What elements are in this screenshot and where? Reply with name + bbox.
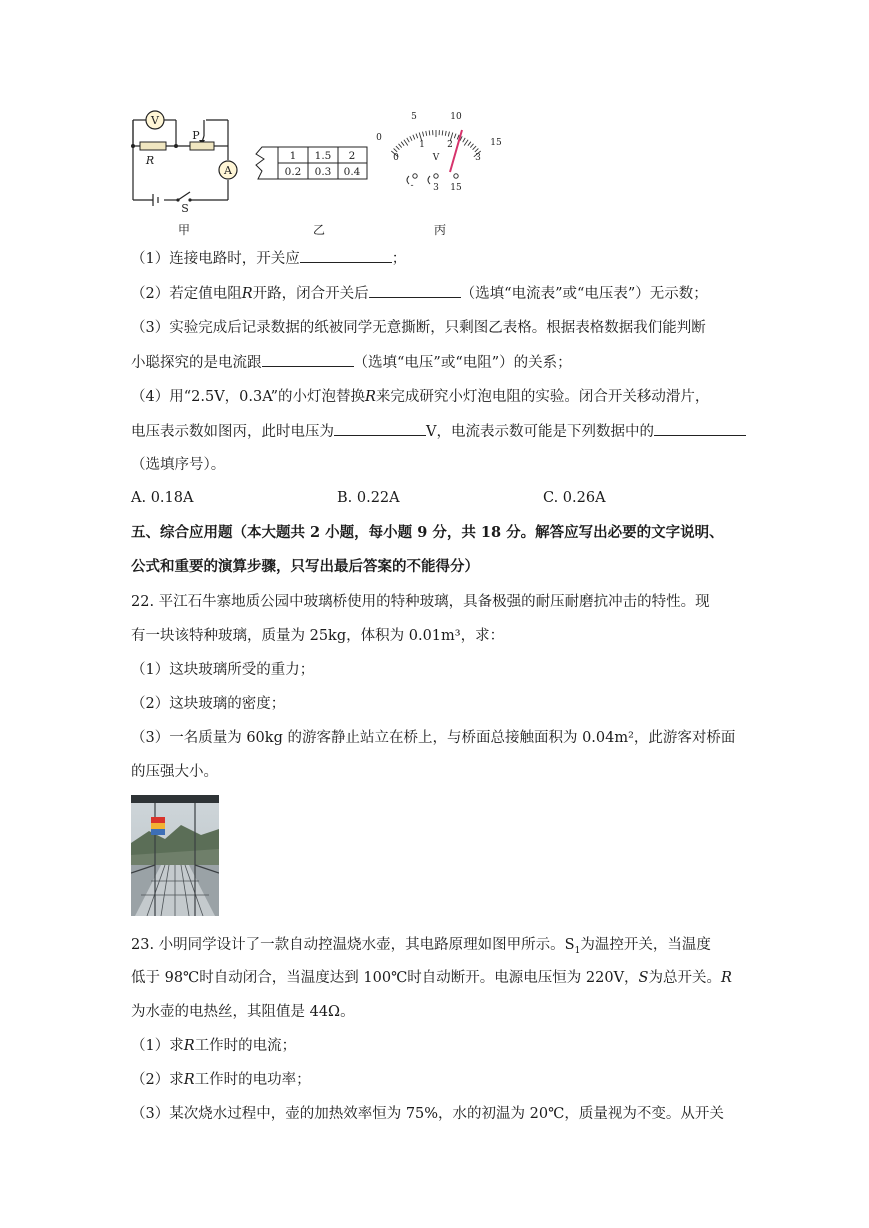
dial-tick [429,130,430,135]
dial-tick [454,134,456,139]
resistor-label: R [145,154,155,167]
q22-part2: （2）这块玻璃的密度； [131,696,286,712]
dial-tick [423,132,424,137]
data-table-figure [252,145,370,181]
q22-stem-line1: 22. 平江石牛寨地质公园中玻璃桥使用的特种玻璃，具备极强的耐压耐磨抗冲击的特性。现 [131,594,710,610]
slider-label: P [192,129,200,142]
dial-tick [404,140,408,146]
q23-part2: （2）求R工作时的电功率； [131,1072,311,1088]
answer-blank[interactable] [300,248,392,263]
figure-caption-jia: 甲 [178,223,191,237]
answer-blank[interactable] [369,283,461,298]
terminal-label: - [410,181,414,191]
choice-b[interactable]: B. 0.22A [337,490,400,506]
dial-tick [401,142,404,146]
dial-tick [410,136,412,140]
dial-tick [426,131,427,136]
table-cell: 0.3 [314,166,332,178]
terminal-label: 15 [450,183,462,193]
figure-caption-yi: 乙 [313,223,326,237]
q21-part2: （2）若定值电阻R开路，闭合开关后 （选填“电流表”或“电压表”）无示数； [131,283,738,304]
table-cell: 2 [348,150,356,162]
dial-tick [399,144,402,148]
voltmeter-dial [372,110,502,196]
table-cell: 1 [289,150,297,162]
section5-heading-line2: 公式和重要的演算步骤，只写出最后答案的不能得分） [131,558,479,575]
q21-part3-line2: 小聪探究的是电流跟 （选填“电压”或“电阻”）的关系； [131,352,738,373]
dial-tick [396,146,400,150]
answer-blank[interactable] [654,421,746,436]
dial-tick [407,138,410,142]
answer-blank[interactable] [334,421,426,436]
table-cell: 0.4 [343,166,361,178]
circuit-diagram [128,108,240,220]
dial-tick [463,138,466,142]
q22-part3-line1: （3）一名质量为 60kg 的游客静止站立在桥上，与桥面总接触面积为 0.04m²，此游客对桥面 [131,730,736,746]
dial-tick [416,134,418,139]
dial-tick [468,142,471,146]
dial-label-outer: 10 [450,112,462,122]
choice-a[interactable]: A. 0.18A [131,490,194,506]
answer-blank[interactable] [262,352,354,367]
dial-tick [413,135,415,140]
q23-stem-line3: 为水壶的电热丝，其阻值是 44Ω。 [131,1004,355,1020]
q23-stem-line2: 低于 98℃时自动闭合，当温度达到 100℃时自动断开。电源电压恒为 220V，S为总开关。R [131,970,732,986]
ammeter-symbol: A [224,164,232,177]
dial-label-outer: 0 [376,133,382,143]
q22-part1: （1）这块玻璃所受的重力； [131,662,315,678]
dial-label-inner: 1 [419,140,425,150]
q22-stem-line2: 有一块该特种玻璃，质量为 25kg，体积为 0.01m³，求： [131,628,505,644]
section5-heading-line1: 五、综合应用题（本大题共 2 小题，每小题 9 分，共 18 分。解答应写出必要的文字说明、 [131,524,724,541]
q21-part4-line1: （4）用“2.5V，0.3A”的小灯泡替换R来完成研究小灯泡电阻的实验。闭合开关移动滑片， [131,389,710,405]
dial-tick [475,149,479,152]
terminal-label: 3 [433,183,439,193]
dial-tick [470,144,473,148]
voltmeter-symbol: V [151,114,159,127]
dial-label-inner: 0 [393,153,399,163]
q23-part3: （3）某次烧水过程中，壶的加热效率恒为 75%，水的初温为 20℃，质量视为不变。从开关 [131,1106,724,1122]
q21-part4-line3: （选填序号）。 [131,457,226,473]
table-cell: 0.2 [284,166,302,178]
dial-label-outer: 5 [411,112,417,122]
dial-tick [394,149,398,152]
q21-part4-line2: 电压表示数如图丙，此时电压为 V，电流表示数可能是下列数据中的 [131,421,738,442]
choice-c[interactable]: C. 0.26A [543,490,606,506]
dial-label-outer: 15 [490,138,502,148]
glass-bridge-photo [131,795,219,916]
table-cell: 1.5 [314,150,332,162]
switch-label: S [181,202,189,215]
dial-label-inner: 2 [447,140,453,150]
q21-part1: （1）连接电路时，开关应 ； [131,248,738,269]
figure-caption-bing: 丙 [434,223,447,237]
dial-unit: V [432,153,440,163]
dial-tick [445,131,446,136]
dial-tick [464,140,468,146]
dial-tick [442,130,443,135]
q22-part3-line2: 的压强大小。 [131,764,218,780]
q23-part1: （1）求R工作时的电流； [131,1038,297,1054]
q23-stem-line1: 23. 小明同学设计了一款自动控温烧水壶，其电路原理如图甲所示。$S_1$为温控开关，当温度 [131,937,711,956]
dial-label-inner: 3 [475,153,481,163]
dial-tick [473,146,477,150]
dial-tick [448,132,449,137]
q21-part3-line1: （3）实验完成后记录数据的纸被同学无意撕断，只剩图乙表格。根据表格数据我们能判断 [131,320,706,336]
